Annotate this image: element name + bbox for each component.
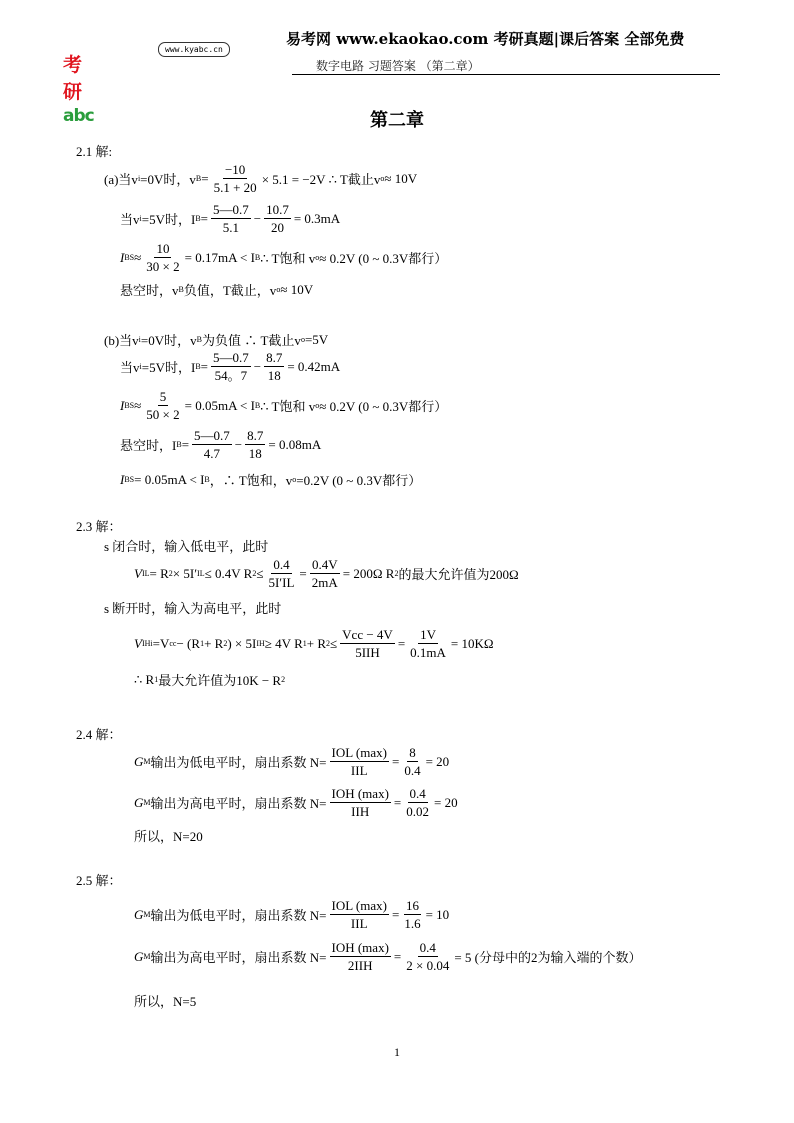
equation-line: ∴ R 1 最大允许值为10K − R 2 — [134, 671, 286, 688]
section-label: 2.4 解： — [76, 727, 122, 742]
fraction: $\frac{1V}{0.1mA}$ — [410, 627, 446, 660]
logo-url-badge: www.kyabc.cn — [158, 42, 230, 57]
text-line: s 闭合时，输入低电平，此时 — [104, 539, 269, 554]
fraction: $\frac{8.7}{18}$ — [266, 350, 283, 383]
logo-wordmark — [63, 50, 94, 126]
equation-line: (a)当v i =0V时，v B = $\frac{-10}{5.1 + 20}$ × 5.1 = −2V ∴ T截止v o ≈ 10V — [104, 162, 418, 195]
equation-line: I BS ≈ $\frac{5}{50 \times 2}$ = 0.05mA < I B ∴ T饱和 v o ≈ 0.2V (0 ~ 0.3V都行） — [120, 389, 448, 422]
fraction: $\frac{\text{IOL (max)}}{\text{IIL}}$ — [331, 898, 387, 931]
section-label: 2.3 解： — [76, 519, 122, 534]
text-line: 所以，N=5 — [134, 994, 197, 1009]
equation-line: (b)当v i =0V时，v B 为负值 ∴ T截止v o =5V — [104, 331, 329, 348]
fraction: $\frac{5—0.7}{4.7}$ — [194, 428, 230, 461]
fraction: $\frac{10}{30 \times 2}$ — [146, 241, 180, 274]
equation-line: G M 输出为低电平时，扇出系数 N= $\frac{\text{IOL (max)}}{\text{IIL}}$ = $\frac{16}{1.6}$ = 10 — [134, 898, 450, 931]
fraction: $\frac{8.7}{18}$ — [247, 428, 264, 461]
chapter-title: 第二章 — [370, 110, 424, 131]
equation-line: G M 输出为高电平时，扇出系数 N= $\frac{\text{IOH (max)}}{\text{2IIH}}$ = $\frac{0.4}{2 \times 0.04}$ = 5 (分母中的2为输入端的个数） — [134, 940, 642, 973]
fraction: $\frac{8}{0.4}$ — [404, 745, 421, 778]
fraction: $\frac{5—0.7}{54。7}$ — [213, 350, 249, 383]
fraction: $\frac{\text{IOH (max)}}{\text{IIH}}$ — [331, 786, 389, 819]
section-label: 2.5 解： — [76, 873, 122, 888]
text-line: s 断开时，输入为高电平，此时 — [104, 601, 282, 616]
equation-line: I BS ≈ $\frac{10}{30 \times 2}$ = 0.17mA < I B ∴ T饱和 v o ≈ 0.2V (0 ~ 0.3V都行） — [120, 241, 448, 274]
equation-line: 当v i =5V时，I B = $\frac{5—0.7}{5.1}$ − $\frac{10.7}{20}$ = 0.3mA — [120, 202, 341, 235]
text-line: 所以，N=20 — [134, 829, 203, 844]
equation-line: G M 输出为低电平时，扇出系数 N= $\frac{\text{IOL (max)}}{\text{IIL}}$ = $\frac{8}{0.4}$ = 20 — [134, 745, 450, 778]
fraction: $\frac{0.4}{0.02}$ — [406, 786, 429, 819]
page-number: 1 — [394, 1045, 400, 1059]
fraction: $\frac{5—0.7}{5.1}$ — [213, 202, 249, 235]
equation-line: 悬空时，I B = $\frac{5—0.7}{4.7}$ − $\frac{8.7}{18}$ = 0.08mA — [120, 428, 322, 461]
header-rule — [292, 74, 720, 75]
equation-line: V IHi =V cc − (R 1 + R 2 ) × 5I IH ≥ 4V R 1 + R 2 ≤ $\frac{\text{Vcc − 4V}}{\text{5IIH}}$ = $\frac{1V}{0.1mA}$ = 10KΩ — [134, 627, 494, 660]
fraction: $\frac{0.4}{5I'IL}$ — [268, 557, 295, 590]
section-label: 2.1 解: — [76, 144, 113, 159]
equation-line: 悬空时，v B 负值，T截止，v o ≈ 10V — [120, 281, 314, 298]
fraction: $\frac{\text{IOH (max)}}{\text{2IIH}}$ — [331, 940, 389, 973]
fraction: $\frac{\text{Vcc − 4V}}{\text{5IIH}}$ — [342, 627, 393, 660]
equation-line: 当v i =5V时，I B = $\frac{5—0.7}{54。7}$ − $\frac{8.7}{18}$ = 0.42mA — [120, 350, 341, 383]
equation-line: V IL = R 2 × 5I′ IL ≤ 0.4V R 2 ≤ $\frac{0.4}{5I'IL}$ = $\frac{0.4V}{2mA}$ = 200Ω R 2 的最大允许值为200Ω — [134, 557, 519, 590]
fraction: $\frac{\text{IOL (max)}}{\text{IIL}}$ — [331, 745, 387, 778]
logo-text-abc: abc — [63, 106, 94, 126]
fraction: $\frac{16}{1.6}$ — [404, 898, 421, 931]
header-subtitle: 数字电路 习题答案 （第二章） — [316, 59, 480, 73]
fraction: $\frac{0.4}{2 \times 0.04}$ — [406, 940, 450, 973]
fraction: $\frac{10.7}{20}$ — [266, 202, 289, 235]
fraction: $\frac{0.4V}{2mA}$ — [311, 557, 338, 590]
logo-text-cn: 考研 — [63, 54, 82, 103]
equation-line: G M 输出为高电平时，扇出系数 N= $\frac{\text{IOH (max)}}{\text{IIH}}$ = $\frac{0.4}{0.02}$ = 20 — [134, 786, 458, 819]
fraction: $\frac{-10}{5.1 + 20}$ — [213, 162, 257, 195]
fraction: $\frac{5}{50 \times 2}$ — [146, 389, 180, 422]
equation-line: I BS = 0.05mA < I B ，∴ T饱和，v o =0.2V (0 ~ 0.3V都行） — [120, 471, 422, 488]
header-title: 易考网 www.ekaokao.com 考研真题|课后答案 全部免费 — [286, 30, 685, 48]
